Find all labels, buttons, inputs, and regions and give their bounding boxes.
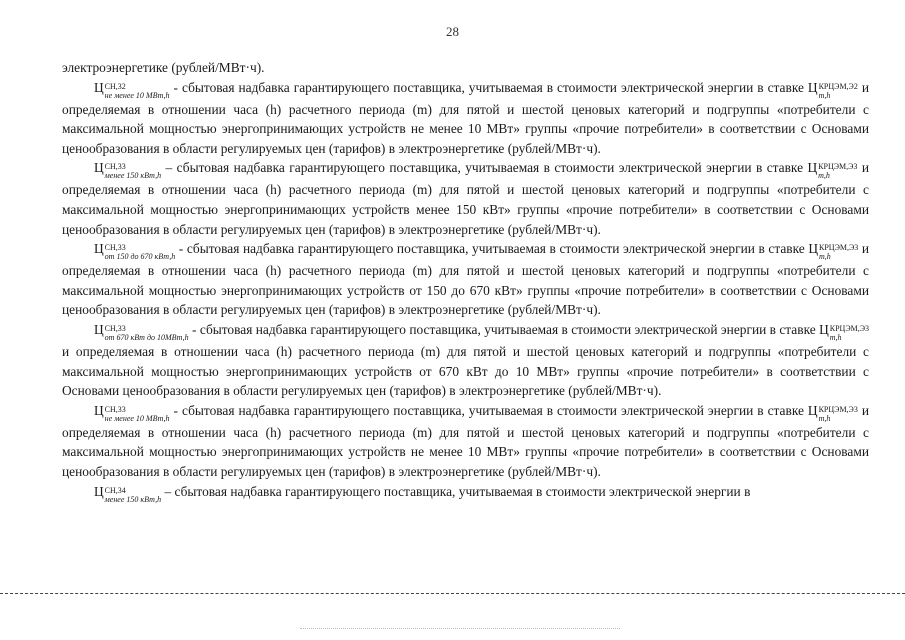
rate-subscript: m,h: [819, 252, 831, 262]
rate-symbol-base: Ц: [819, 321, 829, 337]
rate-symbol-base: Ц: [807, 160, 818, 176]
symbol-base: Ц: [94, 483, 104, 499]
symbol-indices: [105, 243, 176, 261]
paragraph-text-2: и определяемая в отношении часа (h) расчетного периода (m) для пятой и шестой ценовых категорий и подгруппы «потребители с максимальной мощностью энергопринимающих устройств не менее 10 МВт» группы «прочие потребители» в соответствии с Основами ценообразования в области регулируемых цен (тарифов) в электроэнергетике (рублей/МВт·ч).: [62, 402, 869, 479]
paragraph-6: [62, 482, 869, 504]
paragraph-1: [62, 78, 869, 159]
page-cut-line: [0, 593, 905, 594]
rate-superscript: КРЦЭМ,Э3: [829, 323, 869, 333]
symbol-superscript: СН,33: [104, 162, 126, 172]
paragraph-4: [62, 320, 869, 401]
paragraph-text-1: - сбытовая надбавка гарантирующего поставщика, учитываемая в стоимости электрической энергии в ставке: [169, 402, 808, 418]
rate-subscript: m,h: [818, 171, 830, 181]
paragraph-text-1: – сбытовая надбавка гарантирующего поставщика, учитываемая в стоимости электрической энергии в: [161, 483, 751, 499]
symbol-indices: [105, 82, 170, 100]
paragraph-3: [62, 239, 869, 320]
rate-symbol-indices: [818, 162, 857, 180]
rate-subscript: m,h: [818, 90, 831, 100]
rate-superscript: КРЦЭМ,Э2: [818, 81, 858, 91]
paragraph-text-2: и определяемая в отношении часа (h) расчетного периода (m) для пятой и шестой ценовых категорий и подгруппы «потребители с максимальной мощностью энергопринимающих устройств от 150 до 670 кВт» группы «прочие потребители» в соответствии с Основами ценообразования в области регулируемых цен (тарифов) в электроэнергетике (рублей/МВт·ч).: [62, 241, 869, 318]
footer-faded-line: [300, 628, 620, 635]
rate-subscript: m,h: [818, 413, 831, 423]
paragraph-text-1: - сбытовая надбавка гарантирующего поставщика, учитываемая в стоимости электрической энергии в ставке: [188, 321, 820, 337]
paragraph-2: [62, 158, 869, 239]
rate-subscript: m,h: [829, 332, 842, 342]
rate-superscript: КРЦЭМ,Э3: [819, 243, 859, 253]
symbol-subscript: менее 150 кВт,h: [104, 171, 162, 181]
symbol-subscript: не менее 10 МВт,h: [104, 90, 170, 100]
rate-superscript: КРЦЭМ,Э3: [818, 404, 858, 414]
symbol-superscript: СН,34: [104, 485, 126, 495]
symbol-indices: [105, 162, 161, 180]
lead-line: электроэнергетике (рублей/МВт·ч).: [62, 60, 265, 75]
symbol-superscript: СН,32: [104, 81, 126, 91]
symbol-base: Ц: [94, 241, 104, 257]
symbol-base: Ц: [94, 79, 104, 95]
paragraph-text-2: и определяемая в отношении часа (h) расчетного периода (m) для пятой и шестой ценовых категорий и подгруппы «потребители с максимальной мощностью энергопринимающих устройств от 670 кВт до 10 МВт» группы «прочие потребители» в соответствии с Основами ценообразования в области регулируемых цен (тарифов) в электроэнергетике (рублей/МВт·ч).: [62, 343, 869, 399]
symbol-superscript: СН,33: [104, 323, 126, 333]
rate-symbol-indices: [830, 324, 869, 342]
symbol-subscript: от 670 кВт до 10МВт,h: [104, 332, 189, 342]
symbol-subscript: менее 150 кВт,h: [104, 494, 162, 504]
symbol-superscript: СН,33: [104, 243, 126, 253]
symbol-base: Ц: [94, 321, 104, 337]
rate-superscript: КРЦЭМ,Э3: [818, 162, 858, 172]
rate-symbol-base: Ц: [808, 241, 818, 257]
symbol-base: Ц: [94, 402, 104, 418]
symbol-indices: [105, 405, 170, 423]
rate-symbol-indices: [819, 243, 858, 261]
rate-symbol-indices: [819, 82, 858, 100]
paragraph-text-1: – сбытовая надбавка гарантирующего поставщика, учитываемая в стоимости электрической энергии в ставке: [161, 160, 808, 176]
paragraph-text-1: - сбытовая надбавка гарантирующего поставщика, учитываемая в стоимости электрической энергии в ставке: [175, 241, 809, 257]
paragraph-text-2: и определяемая в отношении часа (h) расчетного периода (m) для пятой и шестой ценовых категорий и подгруппы «потребители с максимальной мощностью энергопринимающих устройств не менее 10 МВт» группы «прочие потребители» в соответствии с Основами ценообразования в области регулируемых цен (тарифов) в электроэнергетике (рублей/МВт·ч).: [62, 79, 869, 156]
paragraph-5: [62, 401, 869, 482]
paragraph-text-2: и определяемая в отношении часа (h) расчетного периода (m) для пятой и шестой ценовых категорий и подгруппы «потребители с максимальной мощностью энергопринимающих устройств менее 150 кВт» группы «прочие потребители» в соответствии с Основами ценообразования в области регулируемых цен (тарифов) в электроэнергетике (рублей/МВт·ч).: [62, 160, 870, 237]
symbol-base: Ц: [94, 160, 104, 176]
symbol-subscript: от 150 до 670 кВт,h: [104, 252, 176, 262]
symbol-subscript: не менее 10 МВт,h: [104, 413, 170, 423]
symbol-superscript: СН,33: [104, 404, 126, 414]
rate-symbol-base: Ц: [807, 402, 818, 418]
rate-symbol-indices: [819, 405, 858, 423]
symbol-indices: [105, 486, 161, 504]
paragraph-text-1: - сбытовая надбавка гарантирующего поставщика, учитываемая в стоимости электрической энергии в ставке: [169, 79, 808, 95]
document-body: [62, 58, 869, 504]
page-number: 28: [446, 24, 459, 39]
symbol-indices: [105, 324, 189, 342]
rate-symbol-base: Ц: [807, 79, 818, 95]
